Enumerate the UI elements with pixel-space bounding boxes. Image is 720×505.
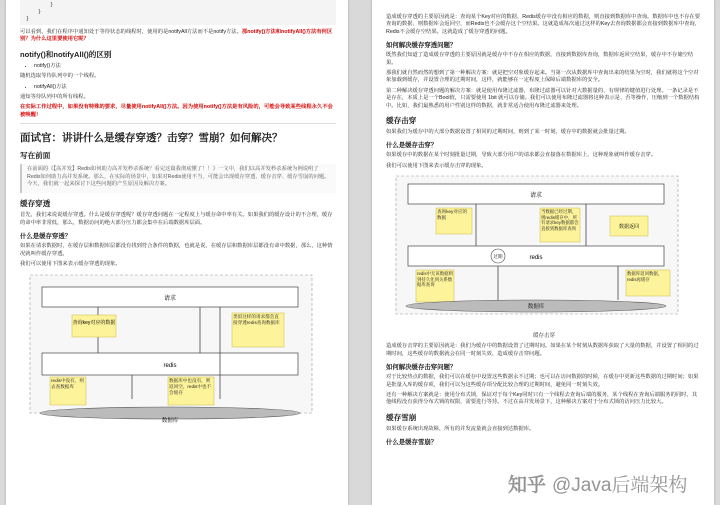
note-recache: 数据库返回数据，redis再缓存 <box>627 271 663 282</box>
breakdown-diagram-svg <box>386 174 686 324</box>
paragraph: 如果在请求数据时，在缓存层和数据库层都没有找到符合条件的数据，也就是说，在缓存层和数据库层都没有命中数据，那么，这种情况就叫作缓存穿透。 <box>20 243 333 257</box>
request-label: 请求 <box>163 295 177 302</box>
penetration-diagram-svg <box>20 273 320 423</box>
document-page-left <box>6 0 348 505</box>
paragraph: 第二种解决缓存穿透问题的解决方案：就是使用布隆过滤器，布隆过滤器可以针对大数据量的、有规律的键值进行处理。一条记录是不是存在，本质上是一个Bool值，只需要使用 1bit 就可以存储。我们可以使用布隆过滤器将这种表示是、否等操作，压缩到一个数据结构中。比如，我们最熟悉的用户性别这样的数据，就非常适合使用布隆过滤器来处理。 <box>386 87 700 109</box>
note-bypass-container <box>233 314 283 346</box>
paragraph: 那我们就自然而然的想到了第一种解决方案：就是把空对象缓存起来。当第一次从数据库中查询出来的结果为空时，我们就将这个空对象加载到缓存，并设置合理的过期时间，这样，就能够在一定程度上保障后端数据库的安全。 <box>386 70 699 84</box>
paragraph: 还有一种解决方案就是：使用分布式锁，保证对于每个Key同时只有一个线程去查询后端的服务，某个线程在查询后端服务的同时，其他线程没有获得分布式锁的权限，需要进行等待。不过在高并发场景下，这种解决方案对于分布式锁的访问压力比较大。 <box>386 391 698 406</box>
bullet-list <box>20 63 336 70</box>
paragraph: 如果我们为缓存中的大部分数据设置了相同的过期时间，则到了某一时刻，缓存中的数据就会批量过期。 <box>386 129 630 136</box>
paragraph: 首先，我们来说说缓存穿透。什么是缓存穿透呢？缓存穿透问题在一定程度上与缓存命中率有关。如果我们的缓存设计的不合理，缓存的命中率非常低，那么，数据访问的绝大部分压力都会集中在后端数据库层面。 <box>20 212 333 226</box>
note-redis-miss-container <box>417 271 453 301</box>
note-query-container <box>437 209 471 233</box>
heading-solve-breakdown: 如何解决缓存击穿问题？ <box>386 364 457 372</box>
watermark <box>508 470 687 497</box>
paragraph: 随机选取等待队列中的一个线程。 <box>20 73 100 80</box>
note-db-miss: 数据库中也没有，则返回空，redis中也不会缓存 <box>169 377 212 395</box>
list-item: • notify()方法 <box>34 63 336 70</box>
zhihu-logo: 知乎 <box>508 475 547 496</box>
blockquote <box>20 164 336 193</box>
note-return: 数据返回 <box>618 224 640 231</box>
note-bypass: 类似这样的请求都会直接穿透redis查询数据库 <box>233 313 280 325</box>
paragraph: 我们可以使用下图来表示缓存击穿的现象。 <box>386 162 487 169</box>
note-redis-miss: redis中没有，则去查数据库 <box>51 377 84 389</box>
note-redis-miss-container <box>51 378 85 404</box>
breakdown-diagram <box>386 174 702 339</box>
heading-breakdown: 缓存击穿 <box>386 116 417 126</box>
note-expired: 当数据已经过期，则redis缓存中，所有请求key数据都会直接到数据库查询 <box>541 209 579 232</box>
list-item: • notifyAll()方法 <box>34 84 336 91</box>
paragraph: 造成缓存穿透的主要原因就是：查询某个Key对应的数据，Redis缓存中没有相应的数据，则直接到数据库中查询。数据库中也不存在要查询的数据，则数据库会返回空，而Redis也不会缓存这个空结果。这就造成每次通过这样的Key去查询数据都会直接到数据库中查询，Redis不会缓存空结果。这就造成了缓存穿透的问题。 <box>386 14 701 35</box>
db-label: 数据库 <box>161 417 179 423</box>
figure-caption: 缓存击穿 <box>532 333 555 340</box>
heading-penetration: 缓存穿透 <box>20 199 51 209</box>
heading-avalanche: 缓存雪崩 <box>386 412 417 422</box>
quote-text: 在前面的《【高并发】Redis如何助力高并发秒杀系统？看完这篇我彻底懂了！！》一文中，我们以高并发秒杀系统为例说明了Redis如何助力高并发系统。那么，在实际的场景中，如果对Redis使用不当，可能会出现缓存穿透、缓存击穿、缓存雪崩的问题。今天，我们就一起来探讨下这些问题的产生原因及解决方案。 <box>27 166 330 188</box>
heading-notify-diff: notify()和notifyAll()的区别 <box>20 49 112 59</box>
paragraph: 可以看到，我们在程序中通知处于等待状态的线程时，使用的是notifyAll方法而不是notify方法。那notify()方法和notifyAll()方法有何区别？为什么这里要使用它呢？ <box>20 29 333 43</box>
heading-what-avalanche: 什么是缓存雪崩？ <box>386 439 438 447</box>
note-query: 查询key对应的数据 <box>437 209 468 221</box>
paragraph: 我们可以使用下图来表示缓存穿透的现象。 <box>20 261 121 268</box>
code-block: } } } <box>20 0 336 25</box>
note-expired-container <box>541 209 579 241</box>
heading-intro: 写在前面 <box>20 151 51 161</box>
watermark-text: @Java后端架构 <box>552 475 688 496</box>
document-page-right <box>372 0 714 505</box>
redis-label: redis <box>529 255 543 262</box>
heading-solve-penetration: 如何解决缓存穿透问题？ <box>386 42 457 50</box>
note-redis-miss: redis中无该数据则到持久化到关系数据库查询 <box>417 271 453 288</box>
paragraph: 既然我们知道了造成缓存穿透的主要原因就是缓存中不存在相应的数据，直接到数据库查询，数据库返回空结果，缓存中不存储空结果。 <box>386 52 694 66</box>
db-label: 数据库 <box>527 304 545 311</box>
warning-text: 在实际工作过程中，如果没有特殊的要求，尽量使用notifyAll()方法。因为使用notify()方法是有风险的，可能会导致某些线程永久不会被唤醒！ <box>20 104 333 118</box>
page-title: 面试官：讲讲什么是缓存穿透？击穿？雪崩？如何解决？ <box>20 132 283 145</box>
note-db-miss-container <box>169 378 213 404</box>
paragraph: 对于比较热点的数据，我们可以在缓存中设置这些数据永不过期；也可以在访问数据的时候，在缓存中更新这些数据的过期时间；如果是批量入库的缓存项，我们可以为这些缓存项分配比较合理的过期时间，避免同一时刻失效。 <box>386 374 699 388</box>
note-recache-container <box>627 271 669 295</box>
penetration-diagram <box>20 273 336 428</box>
redis-label: redis <box>163 362 177 369</box>
note-query: 查询key对应的数据 <box>72 319 116 326</box>
heading-what-breakdown: 什么是缓存击穿？ <box>386 142 438 150</box>
sticky-note <box>72 315 116 337</box>
paragraph: 造成缓存击穿的主要原因就是：我们为缓存中的数据设置了过期时间。如果在某个时刻从数据库获取了大量的数据，并设置了相同的过期时间，这些缓存的数据就会在同一时刻失效，造成缓存击穿问题。 <box>386 343 699 357</box>
heading-what-penetration: 什么是缓存穿透？ <box>20 233 72 241</box>
paragraph: 如果缓存中的数据在某个时刻批量过期，导致大部分用户的请求都会直接落在数据库上，这种现象就叫作缓存击穿。 <box>386 152 657 159</box>
divider <box>20 123 336 124</box>
bullet-list <box>20 84 336 91</box>
request-label: 请求 <box>529 193 543 200</box>
expired-label: 过期 <box>493 254 503 260</box>
paragraph: 如果缓存系统出现故障，所有的并发流量就会直接到达数据库。 <box>386 425 535 432</box>
paragraph: 通知等待队列中的所有线程。 <box>20 94 89 101</box>
